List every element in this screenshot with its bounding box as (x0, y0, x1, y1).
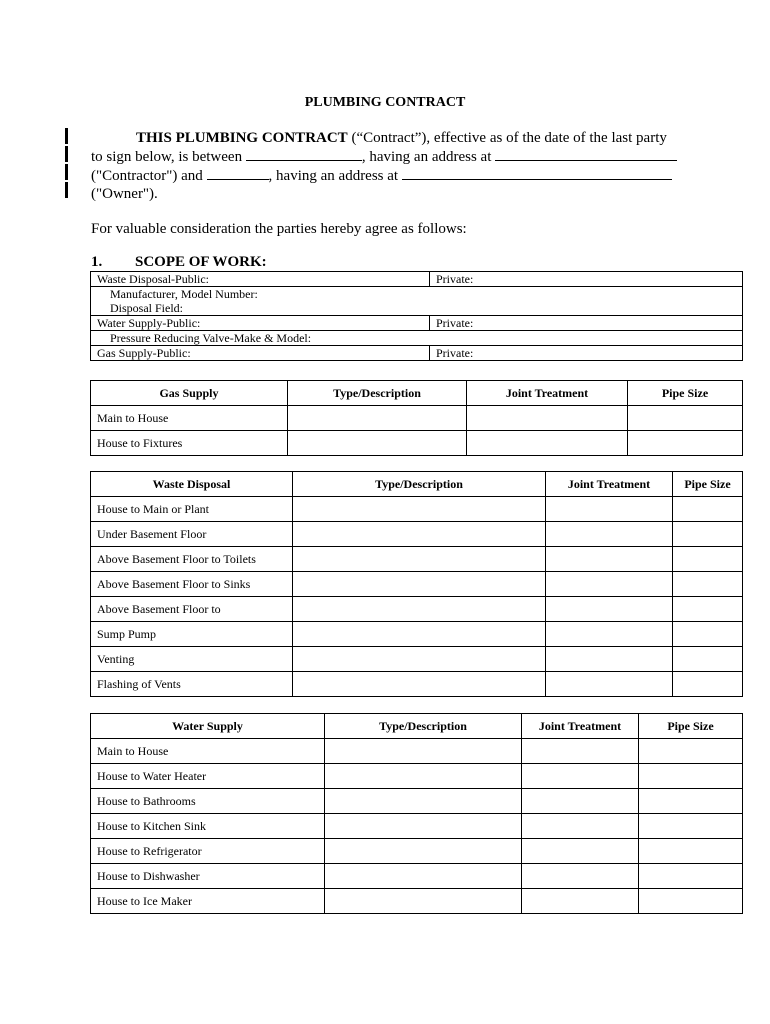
row-label: Above Basement Floor to Toilets (91, 547, 293, 572)
row-label: Main to House (91, 406, 288, 431)
type-cell[interactable] (293, 547, 546, 572)
row-label: Main to House (91, 739, 325, 764)
table-row (91, 497, 743, 522)
section-title: SCOPE OF WORK: (135, 254, 267, 270)
size-cell[interactable] (639, 864, 743, 889)
table-row (91, 864, 743, 889)
table-row (91, 889, 743, 914)
joint-cell[interactable] (467, 406, 628, 431)
row-label: House to Bathrooms (91, 789, 325, 814)
table-row (91, 672, 743, 697)
joint-cell[interactable] (546, 547, 673, 572)
joint-cell[interactable] (522, 889, 639, 914)
size-cell[interactable] (639, 789, 743, 814)
table-row (91, 839, 743, 864)
size-cell[interactable] (639, 764, 743, 789)
intro-text-1: (“Contract”), effective as of the date of the last party (347, 130, 667, 146)
scope-pressure-valve[interactable]: Pressure Reducing Valve-Make & Model: (91, 331, 743, 346)
row-label: House to Main or Plant (91, 497, 293, 522)
row-label: House to Refrigerator (91, 839, 325, 864)
table-header: Waste Disposal (91, 472, 293, 497)
table-row (91, 814, 743, 839)
table-header: Gas Supply (91, 381, 288, 406)
size-cell[interactable] (673, 522, 743, 547)
size-cell[interactable] (673, 547, 743, 572)
size-cell[interactable] (673, 497, 743, 522)
row-label: Sump Pump (91, 622, 293, 647)
intro-paragraph (91, 129, 691, 203)
joint-cell[interactable] (522, 789, 639, 814)
waste-disposal-table (90, 471, 743, 697)
table-row (91, 739, 743, 764)
size-cell[interactable] (673, 572, 743, 597)
revision-bar (65, 182, 68, 198)
scope-waste-private[interactable]: Private: (430, 272, 743, 287)
table-row (91, 572, 743, 597)
table-header: Joint Treatment (522, 714, 639, 739)
table-row (91, 622, 743, 647)
size-cell[interactable] (673, 647, 743, 672)
row-label: House to Fixtures (91, 431, 288, 456)
revision-bar (65, 146, 68, 162)
intro-text-4: ("Contractor") and (91, 168, 203, 184)
size-cell[interactable] (639, 814, 743, 839)
type-cell[interactable] (325, 889, 522, 914)
contractor-name-field[interactable] (246, 147, 362, 161)
size-cell[interactable] (673, 672, 743, 697)
type-cell[interactable] (325, 764, 522, 789)
joint-cell[interactable] (522, 739, 639, 764)
scope-gas-public[interactable]: Gas Supply-Public: (91, 346, 430, 361)
row-label: Above Basement Floor to Sinks (91, 572, 293, 597)
joint-cell[interactable] (522, 864, 639, 889)
type-cell[interactable] (325, 739, 522, 764)
table-row (91, 522, 743, 547)
scope-table (90, 271, 743, 361)
size-cell[interactable] (673, 622, 743, 647)
water-supply-table (90, 713, 743, 914)
scope-water-public[interactable]: Water Supply-Public: (91, 316, 430, 331)
size-cell[interactable] (628, 406, 743, 431)
row-label: House to Water Heater (91, 764, 325, 789)
scope-water-private[interactable]: Private: (430, 316, 743, 331)
table-row (91, 647, 743, 672)
row-label: House to Kitchen Sink (91, 814, 325, 839)
gas-supply-table (90, 380, 743, 456)
table-header: Type/Description (325, 714, 522, 739)
table-row (91, 789, 743, 814)
intro-text-2: to sign below, is between (91, 149, 243, 165)
intro-text-5: , having an address at (268, 168, 399, 184)
table-header: Joint Treatment (546, 472, 673, 497)
row-label: Under Basement Floor (91, 522, 293, 547)
joint-cell[interactable] (546, 522, 673, 547)
table-header: Type/Description (293, 472, 546, 497)
joint-cell[interactable] (546, 597, 673, 622)
type-cell[interactable] (293, 622, 546, 647)
owner-name-field[interactable] (207, 166, 269, 180)
table-row (91, 431, 743, 456)
table-row (91, 547, 743, 572)
joint-cell[interactable] (522, 814, 639, 839)
intro-text-6: ("Owner"). (91, 186, 158, 202)
document-title: PLUMBING CONTRACT (304, 95, 466, 110)
joint-cell[interactable] (546, 572, 673, 597)
table-header: Pipe Size (628, 381, 743, 406)
scope-waste-public[interactable]: Waste Disposal-Public: (91, 272, 430, 287)
table-row (91, 406, 743, 431)
revision-bar (65, 128, 68, 144)
type-cell[interactable] (325, 839, 522, 864)
table-header: Joint Treatment (467, 381, 628, 406)
size-cell[interactable] (639, 889, 743, 914)
table-row (91, 764, 743, 789)
type-cell[interactable] (293, 647, 546, 672)
scope-gas-private[interactable]: Private: (430, 346, 743, 361)
joint-cell[interactable] (546, 672, 673, 697)
size-cell[interactable] (628, 431, 743, 456)
type-cell[interactable] (293, 522, 546, 547)
table-header: Pipe Size (639, 714, 743, 739)
joint-cell[interactable] (467, 431, 628, 456)
scope-disposal-field[interactable]: Disposal Field: (91, 301, 743, 316)
consideration-text: For valuable consideration the parties hereby agree as follows: (91, 221, 467, 237)
contractor-address-field[interactable] (495, 147, 677, 161)
row-label: House to Ice Maker (91, 889, 325, 914)
type-cell[interactable] (293, 497, 546, 522)
table-header: Type/Description (288, 381, 467, 406)
section-heading (91, 254, 267, 271)
type-cell[interactable] (325, 789, 522, 814)
table-row (91, 597, 743, 622)
joint-cell[interactable] (546, 647, 673, 672)
row-label: Above Basement Floor to (91, 597, 293, 622)
type-cell[interactable] (293, 572, 546, 597)
size-cell[interactable] (639, 839, 743, 864)
section-number: 1. (91, 254, 103, 270)
owner-address-field[interactable] (402, 166, 672, 180)
type-cell[interactable] (293, 597, 546, 622)
joint-cell[interactable] (546, 622, 673, 647)
intro-text-3: , having an address at (361, 149, 492, 165)
table-header: Water Supply (91, 714, 325, 739)
size-cell[interactable] (639, 739, 743, 764)
table-header: Pipe Size (673, 472, 743, 497)
row-label: Flashing of Vents (91, 672, 293, 697)
size-cell[interactable] (673, 597, 743, 622)
revision-bar (65, 164, 68, 180)
row-label: House to Dishwasher (91, 864, 325, 889)
scope-manufacturer[interactable]: Manufacturer, Model Number: (91, 287, 743, 302)
joint-cell[interactable] (546, 497, 673, 522)
type-cell[interactable] (288, 406, 467, 431)
joint-cell[interactable] (522, 839, 639, 864)
intro-lead: THIS PLUMBING CONTRACT (136, 130, 348, 146)
type-cell[interactable] (288, 431, 467, 456)
row-label: Venting (91, 647, 293, 672)
type-cell[interactable] (325, 814, 522, 839)
type-cell[interactable] (325, 864, 522, 889)
joint-cell[interactable] (522, 764, 639, 789)
type-cell[interactable] (293, 672, 546, 697)
